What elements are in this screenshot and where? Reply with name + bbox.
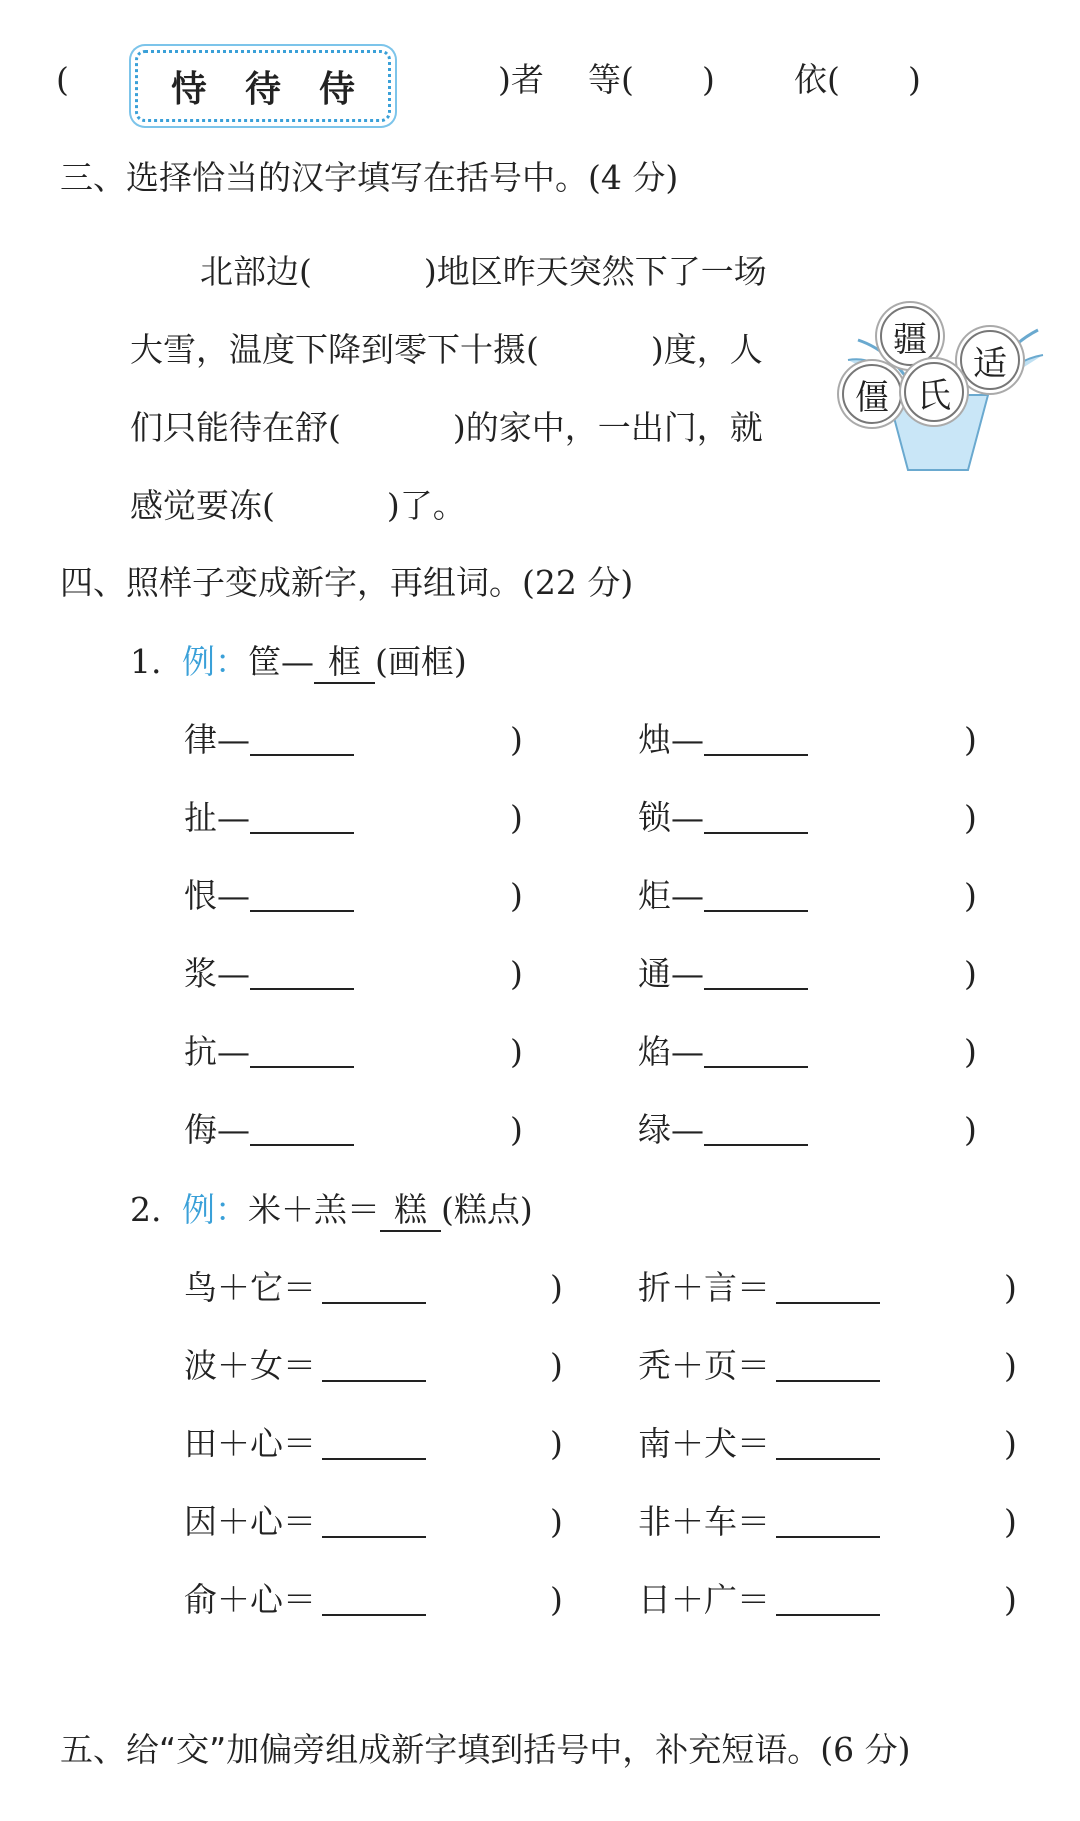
section-title: 四、照样子变成新字，再组词。 <box>60 563 522 602</box>
passage-text: 感觉要冻( <box>130 486 275 525</box>
paren-close: ) <box>964 798 977 837</box>
passage-text: 北部边( <box>200 252 312 291</box>
passage-text: )了。 <box>386 486 466 525</box>
answer-blank[interactable] <box>250 802 354 834</box>
source-char: 抗— <box>184 1032 250 1071</box>
example-label: 例： <box>182 1190 248 1229</box>
item-number: 2. <box>130 1190 162 1229</box>
choice-char: 恃 <box>170 68 207 110</box>
answer-blank[interactable] <box>704 1036 808 1068</box>
paren-close: ) <box>550 1268 563 1307</box>
paren-close: ) <box>1004 1502 1017 1541</box>
paren-close: ) <box>550 1502 563 1541</box>
character-choice-box <box>135 50 391 122</box>
example-answer: 框 <box>314 642 375 684</box>
example-answer: 糕 <box>380 1190 441 1232</box>
paren-close: ) <box>964 1032 977 1071</box>
paren-close: ) <box>964 1110 977 1149</box>
example-2 <box>130 1190 533 1232</box>
flower-pot-illustration <box>838 300 1048 480</box>
source-char: 恨— <box>184 876 250 915</box>
section-score: (22 分) <box>522 563 634 602</box>
answer-suffix: )者 <box>498 60 544 99</box>
section-score: (4 分) <box>588 158 679 197</box>
example-label: 例： <box>182 642 248 681</box>
paren-close: ) <box>510 1110 523 1149</box>
passage-text: )地区昨天突然下了一场 <box>423 252 767 291</box>
source-char: 律— <box>184 720 250 759</box>
passage-line <box>130 486 466 526</box>
source-char: 烛— <box>638 720 704 759</box>
paren-close: ) <box>550 1346 563 1385</box>
source-char: 锁— <box>638 798 704 837</box>
answer-blank[interactable] <box>250 724 354 756</box>
paren-close: ) <box>908 60 921 99</box>
paren-close: ) <box>964 876 977 915</box>
source-char: 日＋广＝ <box>638 1580 770 1619</box>
paren-close: ) <box>964 954 977 993</box>
open-paren: ( <box>56 60 69 99</box>
source-char: 田＋心＝ <box>184 1424 316 1463</box>
fill-item: 依( <box>794 60 840 99</box>
passage-text: 大雪，温度下降到零下十摄( <box>130 330 539 369</box>
answer-blank[interactable] <box>322 1350 426 1382</box>
paren-close: ) <box>510 876 523 915</box>
fill-item: 等( <box>588 60 634 99</box>
answer-blank[interactable] <box>322 1272 426 1304</box>
flower-char: 疆 <box>880 306 940 366</box>
answer-blank[interactable] <box>776 1272 880 1304</box>
passage-line <box>200 252 767 292</box>
source-char: 鸟＋它＝ <box>184 1268 316 1307</box>
section-4-heading <box>60 563 633 603</box>
passage-line <box>130 408 763 448</box>
source-char: 折＋言＝ <box>638 1268 770 1307</box>
example-1 <box>130 642 467 684</box>
source-char: 南＋犬＝ <box>638 1424 770 1463</box>
example-word: (糕点) <box>441 1190 533 1229</box>
answer-blank[interactable] <box>322 1584 426 1616</box>
item-number: 1. <box>130 642 162 681</box>
example-source: 米＋羔＝ <box>248 1190 380 1229</box>
passage-text: )的家中，一出门，就 <box>452 408 763 447</box>
source-char: 俞＋心＝ <box>184 1580 316 1619</box>
answer-blank[interactable] <box>776 1428 880 1460</box>
example-source: 筐— <box>248 642 314 681</box>
flower-char: 僵 <box>842 364 902 424</box>
paren-close: ) <box>550 1424 563 1463</box>
source-char: 因＋心＝ <box>184 1502 316 1541</box>
flower-char: 氏 <box>904 362 964 422</box>
section-3-heading <box>60 158 678 198</box>
answer-blank[interactable] <box>704 958 808 990</box>
paren-close: ) <box>1004 1268 1017 1307</box>
source-char: 非＋车＝ <box>638 1502 770 1541</box>
answer-blank[interactable] <box>776 1350 880 1382</box>
paren-close: ) <box>550 1580 563 1619</box>
source-char: 焰— <box>638 1032 704 1071</box>
paren-close: ) <box>1004 1580 1017 1619</box>
source-char: 秃＋页＝ <box>638 1346 770 1385</box>
paren-close: ) <box>510 954 523 993</box>
source-char: 浆— <box>184 954 250 993</box>
answer-blank[interactable] <box>776 1506 880 1538</box>
section-score: (6 分) <box>820 1730 911 1769</box>
answer-blank[interactable] <box>704 1114 808 1146</box>
example-word: (画框) <box>375 642 467 681</box>
source-char: 侮— <box>184 1110 250 1149</box>
answer-blank[interactable] <box>250 880 354 912</box>
paren-close: ) <box>1004 1424 1017 1463</box>
source-char: 扯— <box>184 798 250 837</box>
section-5-heading <box>60 1730 910 1770</box>
source-char: 波＋女＝ <box>184 1346 316 1385</box>
paren-close: ) <box>964 720 977 759</box>
answer-blank[interactable] <box>776 1584 880 1616</box>
flower-char: 适 <box>960 330 1020 390</box>
choice-char: 侍 <box>319 68 356 110</box>
passage-line <box>130 330 763 370</box>
answer-blank[interactable] <box>250 958 354 990</box>
passage-text: )度，人 <box>650 330 763 369</box>
section-title: 三、选择恰当的汉字填写在括号中。 <box>60 158 588 197</box>
source-char: 炬— <box>638 876 704 915</box>
answer-blank[interactable] <box>322 1506 426 1538</box>
section-title: 五、给“交”加偏旁组成新字填到括号中，补充短语。 <box>60 1730 821 1769</box>
paren-close: ) <box>510 1032 523 1071</box>
answer-blank[interactable] <box>704 802 808 834</box>
answer-blank[interactable] <box>704 880 808 912</box>
paren-close: ) <box>702 60 715 99</box>
passage-text: 们只能待在舒( <box>130 408 341 447</box>
paren-close: ) <box>510 798 523 837</box>
source-char: 绿— <box>638 1110 704 1149</box>
answer-blank[interactable] <box>704 724 808 756</box>
paren-close: ) <box>510 720 523 759</box>
answer-blank[interactable] <box>250 1114 354 1146</box>
source-char: 通— <box>638 954 704 993</box>
answer-blank[interactable] <box>250 1036 354 1068</box>
answer-blank[interactable] <box>322 1428 426 1460</box>
choice-char: 待 <box>244 68 281 110</box>
paren-close: ) <box>1004 1346 1017 1385</box>
